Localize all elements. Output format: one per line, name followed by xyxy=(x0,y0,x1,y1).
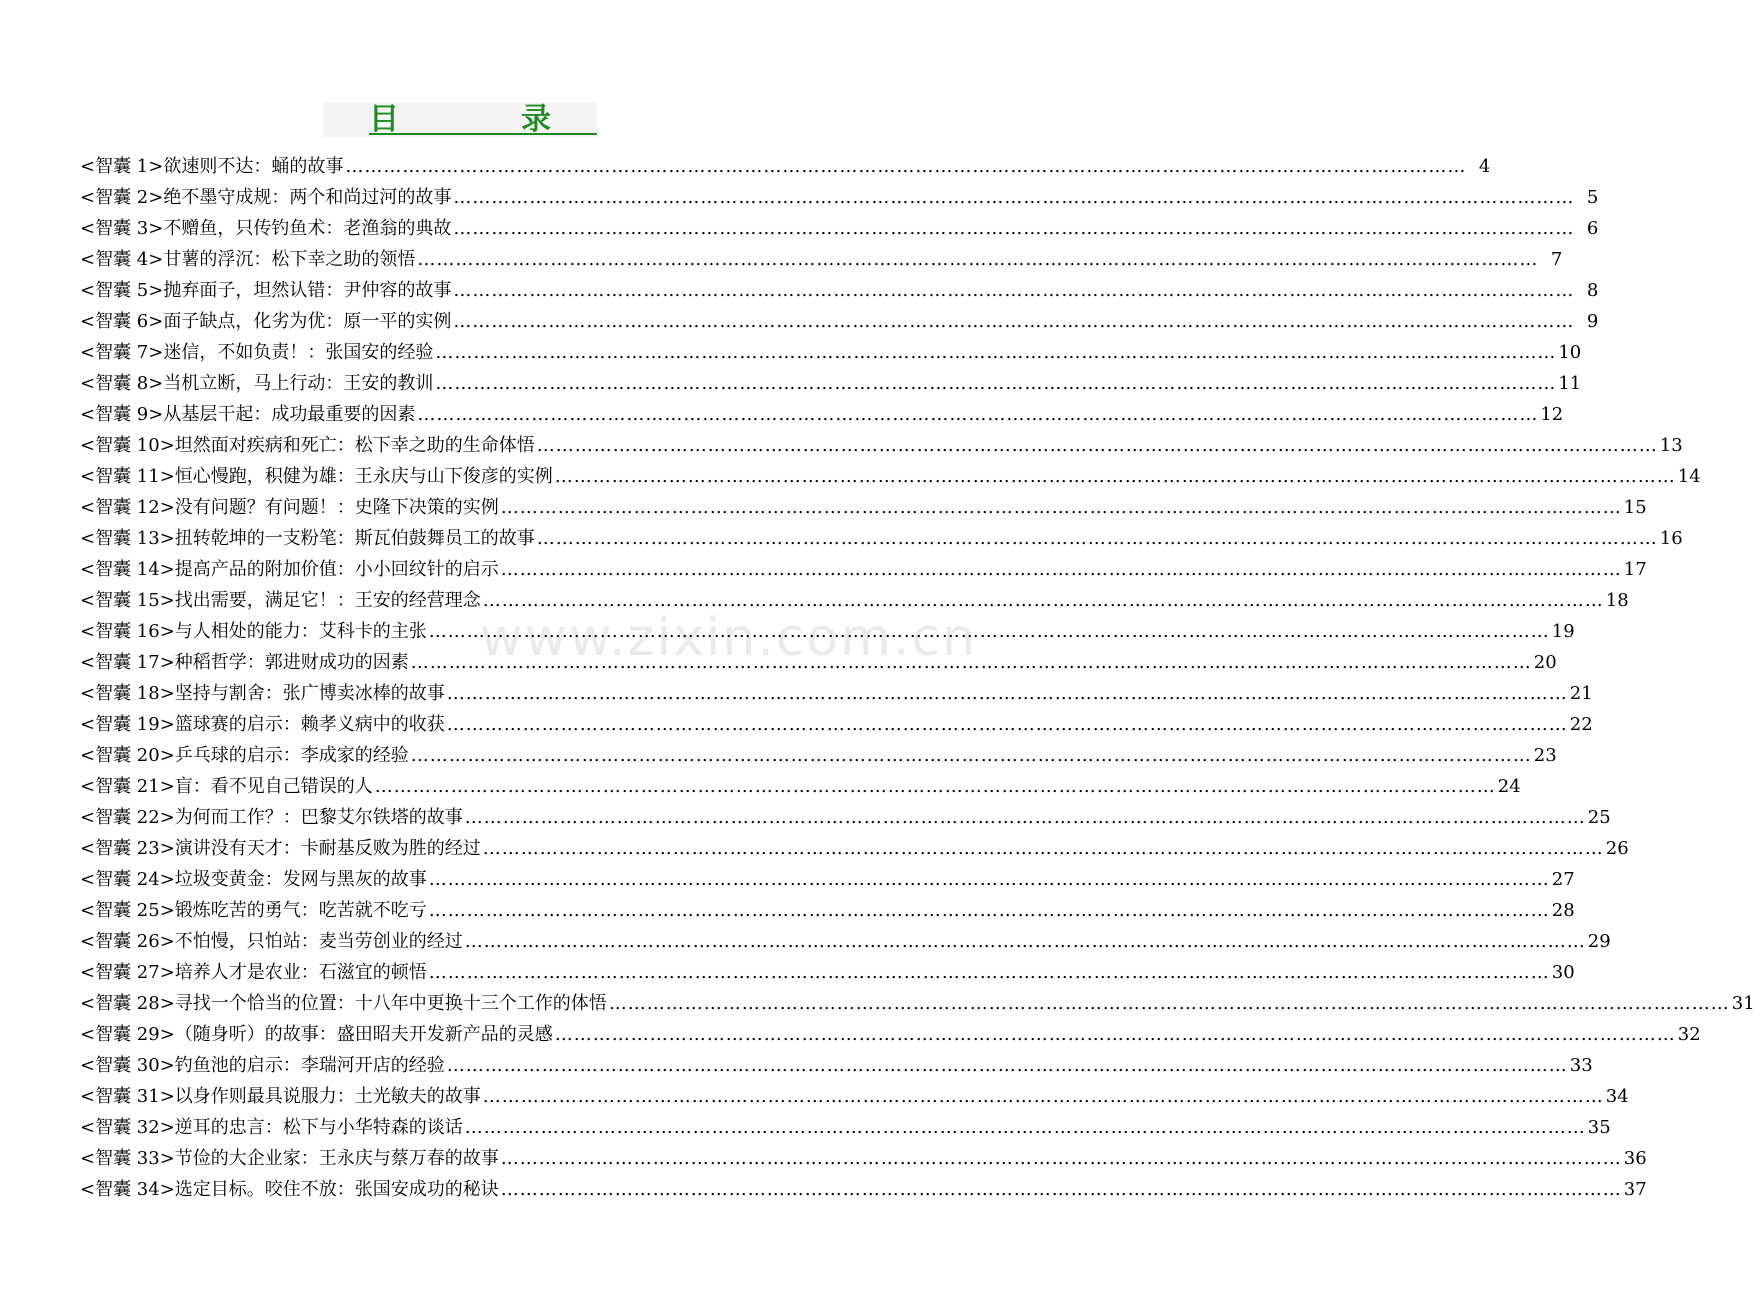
toc-entry-page-number: 35 xyxy=(1587,1117,1611,1138)
toc-dot-leader xyxy=(465,926,1586,957)
toc-entry[interactable] xyxy=(80,926,1611,957)
toc-dot-leader xyxy=(429,616,1550,647)
toc-entry-title: <智囊 18>坚持与割舍：张广博卖冰棒的故事 xyxy=(80,683,445,704)
toc-entry[interactable] xyxy=(80,833,1629,864)
toc-entry-title: <智囊 8>当机立断，马上行动：王安的教训 xyxy=(80,373,434,394)
toc-entry-page-number: 9 xyxy=(1586,311,1599,332)
toc-entry-page-number: 24 xyxy=(1497,776,1521,797)
toc-dot-leader xyxy=(465,1112,1586,1143)
toc-dot-leader xyxy=(411,647,1532,678)
toc-entry-page-number: 32 xyxy=(1677,1024,1701,1045)
toc-entry-title: <智囊 26>不怕慢，只怕站：麦当劳创业的经过 xyxy=(80,931,463,952)
toc-entry-page-number: 22 xyxy=(1569,714,1593,735)
toc-dot-leader xyxy=(501,1143,1622,1174)
toc-dot-leader xyxy=(447,678,1568,709)
toc-entry-page-number: 25 xyxy=(1587,807,1611,828)
toc-entry-page-number: 7 xyxy=(1550,249,1563,270)
toc-dot-leader xyxy=(483,585,1604,616)
toc-entry-title: <智囊 1>欲速则不达：蛹的故事 xyxy=(80,156,344,177)
toc-entry-title: <智囊 17>种稻哲学：郭进财成功的因素 xyxy=(80,652,409,673)
toc-entry[interactable] xyxy=(80,957,1575,988)
toc-dot-leader xyxy=(537,523,1658,554)
toc-entry-page-number: 17 xyxy=(1623,559,1647,580)
toc-entry[interactable] xyxy=(80,1081,1629,1112)
toc-dot-leader xyxy=(555,1019,1676,1050)
toc-entry-title: <智囊 23>演讲没有天才：卡耐基反败为胜的经过 xyxy=(80,838,481,859)
toc-entry-title: <智囊 24>垃圾变黄金：发网与黑灰的故事 xyxy=(80,869,427,890)
toc-dot-leader xyxy=(447,1050,1568,1081)
toc-entry[interactable] xyxy=(80,802,1611,833)
toc-dot-leader xyxy=(411,740,1532,771)
toc-entry-page-number: 27 xyxy=(1551,869,1575,890)
toc-entry-page-number: 5 xyxy=(1586,187,1599,208)
toc-entry-title: <智囊 5>抛弃面子，坦然认错：尹仲容的故事 xyxy=(80,280,452,301)
toc-entry-page-number: 6 xyxy=(1586,218,1599,239)
toc-entry-page-number: 4 xyxy=(1478,156,1491,177)
toc-entry-title: <智囊 31>以身作则最具说服力：土光敏夫的故事 xyxy=(80,1086,481,1107)
toc-entry[interactable] xyxy=(80,368,1582,399)
toc-dot-leader xyxy=(429,957,1550,988)
toc-entry[interactable] xyxy=(80,1112,1611,1143)
toc-dot-leader xyxy=(483,1081,1604,1112)
toc-entry-page-number: 21 xyxy=(1569,683,1593,704)
toc-dot-leader xyxy=(435,337,1556,368)
toc-entry[interactable] xyxy=(80,399,1564,430)
toc-dot-leader xyxy=(501,1174,1622,1205)
toc-entry[interactable] xyxy=(80,337,1582,368)
toc-dot-leader xyxy=(375,771,1496,802)
toc-entry-title: <智囊 19>篮球赛的启示：赖孝义病中的收获 xyxy=(80,714,445,735)
toc-entry-page-number: 11 xyxy=(1558,373,1582,394)
toc-entry[interactable] xyxy=(80,182,1599,213)
toc-entry-title: <智囊 29>（随身听）的故事：盛田昭夫开发新产品的灵感 xyxy=(80,1024,553,1045)
toc-entry-page-number: 26 xyxy=(1605,838,1629,859)
toc-entry-title: <智囊 4>甘薯的浮沉：松下幸之助的领悟 xyxy=(80,249,416,270)
toc-entry[interactable] xyxy=(80,244,1563,275)
toc-entry-title: <智囊 15>找出需要，满足它！：王安的经营理念 xyxy=(80,590,481,611)
toc-dot-leader xyxy=(501,492,1622,523)
toc-entry-page-number: 16 xyxy=(1659,528,1683,549)
toc-entry-page-number: 10 xyxy=(1558,342,1582,363)
toc-entry-page-number: 20 xyxy=(1533,652,1557,673)
toc-entry[interactable] xyxy=(80,213,1599,244)
toc-entry-page-number: 31 xyxy=(1731,993,1755,1014)
toc-entry[interactable] xyxy=(80,1143,1647,1174)
toc-entry[interactable] xyxy=(80,771,1521,802)
toc-entry-page-number: 13 xyxy=(1659,435,1683,456)
watermark-text: www.zixin.com.cn xyxy=(480,608,977,668)
toc-entry-page-number: 37 xyxy=(1623,1179,1647,1200)
toc-dot-leader xyxy=(429,864,1550,895)
toc-entry-title: <智囊 14>提高产品的附加价值：小小回纹针的启示 xyxy=(80,559,499,580)
toc-dot-leader xyxy=(417,244,1538,275)
toc-dot-leader xyxy=(483,833,1604,864)
toc-dot-leader xyxy=(465,802,1586,833)
toc-entry-page-number: 30 xyxy=(1551,962,1575,983)
toc-heading-text: 目 录 xyxy=(323,102,597,137)
toc-entry-page-number: 14 xyxy=(1677,466,1701,487)
toc-entry-title: <智囊 34>选定目标。咬住不放：张国安成功的秘诀 xyxy=(80,1179,499,1200)
toc-entry-title: <智囊 2>绝不墨守成规：两个和尚过河的故事 xyxy=(80,187,452,208)
toc-entry-page-number: 23 xyxy=(1533,745,1557,766)
toc-entry[interactable] xyxy=(80,709,1593,740)
toc-dot-leader xyxy=(345,151,1466,182)
toc-entry-title: <智囊 12>没有问题？有问题！：史隆下决策的实例 xyxy=(80,497,499,518)
toc-entry[interactable] xyxy=(80,430,1683,461)
toc-dot-leader xyxy=(537,430,1658,461)
toc-entry-title: <智囊 30>钓鱼池的启示：李瑞河开店的经验 xyxy=(80,1055,445,1076)
toc-entry-page-number: 34 xyxy=(1605,1086,1629,1107)
toc-dot-leader xyxy=(447,709,1568,740)
toc-entry-page-number: 33 xyxy=(1569,1055,1593,1076)
toc-dot-leader xyxy=(429,895,1550,926)
toc-entry[interactable] xyxy=(80,151,1491,182)
toc-entry-page-number: 28 xyxy=(1551,900,1575,921)
toc-entry[interactable] xyxy=(80,678,1593,709)
toc-entry[interactable] xyxy=(80,585,1629,616)
toc-entry-title: <智囊 22>为何而工作？：巴黎艾尔铁塔的故事 xyxy=(80,807,463,828)
toc-entry[interactable] xyxy=(80,740,1557,771)
toc-entry-page-number: 36 xyxy=(1623,1148,1647,1169)
toc-entry[interactable] xyxy=(80,461,1701,492)
toc-entry-title: <智囊 6>面子缺点，化劣为优：原一平的实例 xyxy=(80,311,452,332)
toc-entry[interactable] xyxy=(80,1019,1701,1050)
toc-entry-page-number: 29 xyxy=(1587,931,1611,952)
toc-entry-title: <智囊 16>与人相处的能力：艾科卡的主张 xyxy=(80,621,427,642)
toc-entry-title: <智囊 3>不赠鱼，只传钓鱼术：老渔翁的典故 xyxy=(80,218,452,239)
toc-dot-leader xyxy=(453,275,1574,306)
toc-entry[interactable] xyxy=(80,864,1575,895)
toc-dot-leader xyxy=(501,554,1622,585)
toc-entry[interactable] xyxy=(80,492,1647,523)
toc-dot-leader xyxy=(417,399,1538,430)
toc-entry[interactable] xyxy=(80,895,1575,926)
toc-entry-page-number: 8 xyxy=(1586,280,1599,301)
toc-entry-title: <智囊 33>节俭的大企业家：王永庆与蔡万春的故事 xyxy=(80,1148,499,1169)
toc-entry-title: <智囊 28>寻找一个恰当的位置：十八年中更换十三个工作的体悟 xyxy=(80,993,607,1014)
toc-entry-title: <智囊 13>扭转乾坤的一支粉笔：斯瓦伯鼓舞员工的故事 xyxy=(80,528,535,549)
toc-dot-leader xyxy=(555,461,1676,492)
toc-entry-page-number: 18 xyxy=(1605,590,1629,611)
toc-entry-title: <智囊 20>乒乓球的启示：李成家的经验 xyxy=(80,745,409,766)
toc-dot-leader xyxy=(435,368,1556,399)
toc-dot-leader xyxy=(453,306,1574,337)
toc-entry[interactable] xyxy=(80,554,1647,585)
toc-entry[interactable] xyxy=(80,306,1599,337)
toc-dot-leader xyxy=(453,213,1574,244)
toc-entry-title: <智囊 10>坦然面对疾病和死亡：松下幸之助的生命体悟 xyxy=(80,435,535,456)
toc-heading xyxy=(0,100,920,140)
toc-entry-page-number: 15 xyxy=(1623,497,1647,518)
toc-dot-leader xyxy=(453,182,1574,213)
toc-entry-title: <智囊 32>逆耳的忠言：松下与小华特森的谈话 xyxy=(80,1117,463,1138)
toc-entry-title: <智囊 9>从基层干起：成功最重要的因素 xyxy=(80,404,416,425)
toc-list xyxy=(80,151,1755,1205)
toc-entry[interactable] xyxy=(80,275,1599,306)
toc-entry[interactable] xyxy=(80,988,1755,1019)
toc-entry[interactable] xyxy=(80,647,1557,678)
toc-entry-title: <智囊 27>培养人才是农业：石滋宜的顿悟 xyxy=(80,962,427,983)
toc-entry-title: <智囊 25>锻炼吃苦的勇气：吃苦就不吃亏 xyxy=(80,900,427,921)
toc-dot-leader xyxy=(609,988,1730,1019)
toc-entry-page-number: 12 xyxy=(1540,404,1564,425)
toc-entry[interactable] xyxy=(80,523,1683,554)
toc-entry-page-number: 19 xyxy=(1551,621,1575,642)
toc-entry-title: <智囊 21>盲：看不见自己错误的人 xyxy=(80,776,373,797)
toc-entry-title: <智囊 11>恒心慢跑，积健为雄：王永庆与山下俊彦的实例 xyxy=(80,466,553,487)
toc-entry-title: <智囊 7>迷信，不如负责！：张国安的经验 xyxy=(80,342,434,363)
toc-entry[interactable] xyxy=(80,1174,1647,1205)
toc-entry[interactable] xyxy=(80,1050,1593,1081)
